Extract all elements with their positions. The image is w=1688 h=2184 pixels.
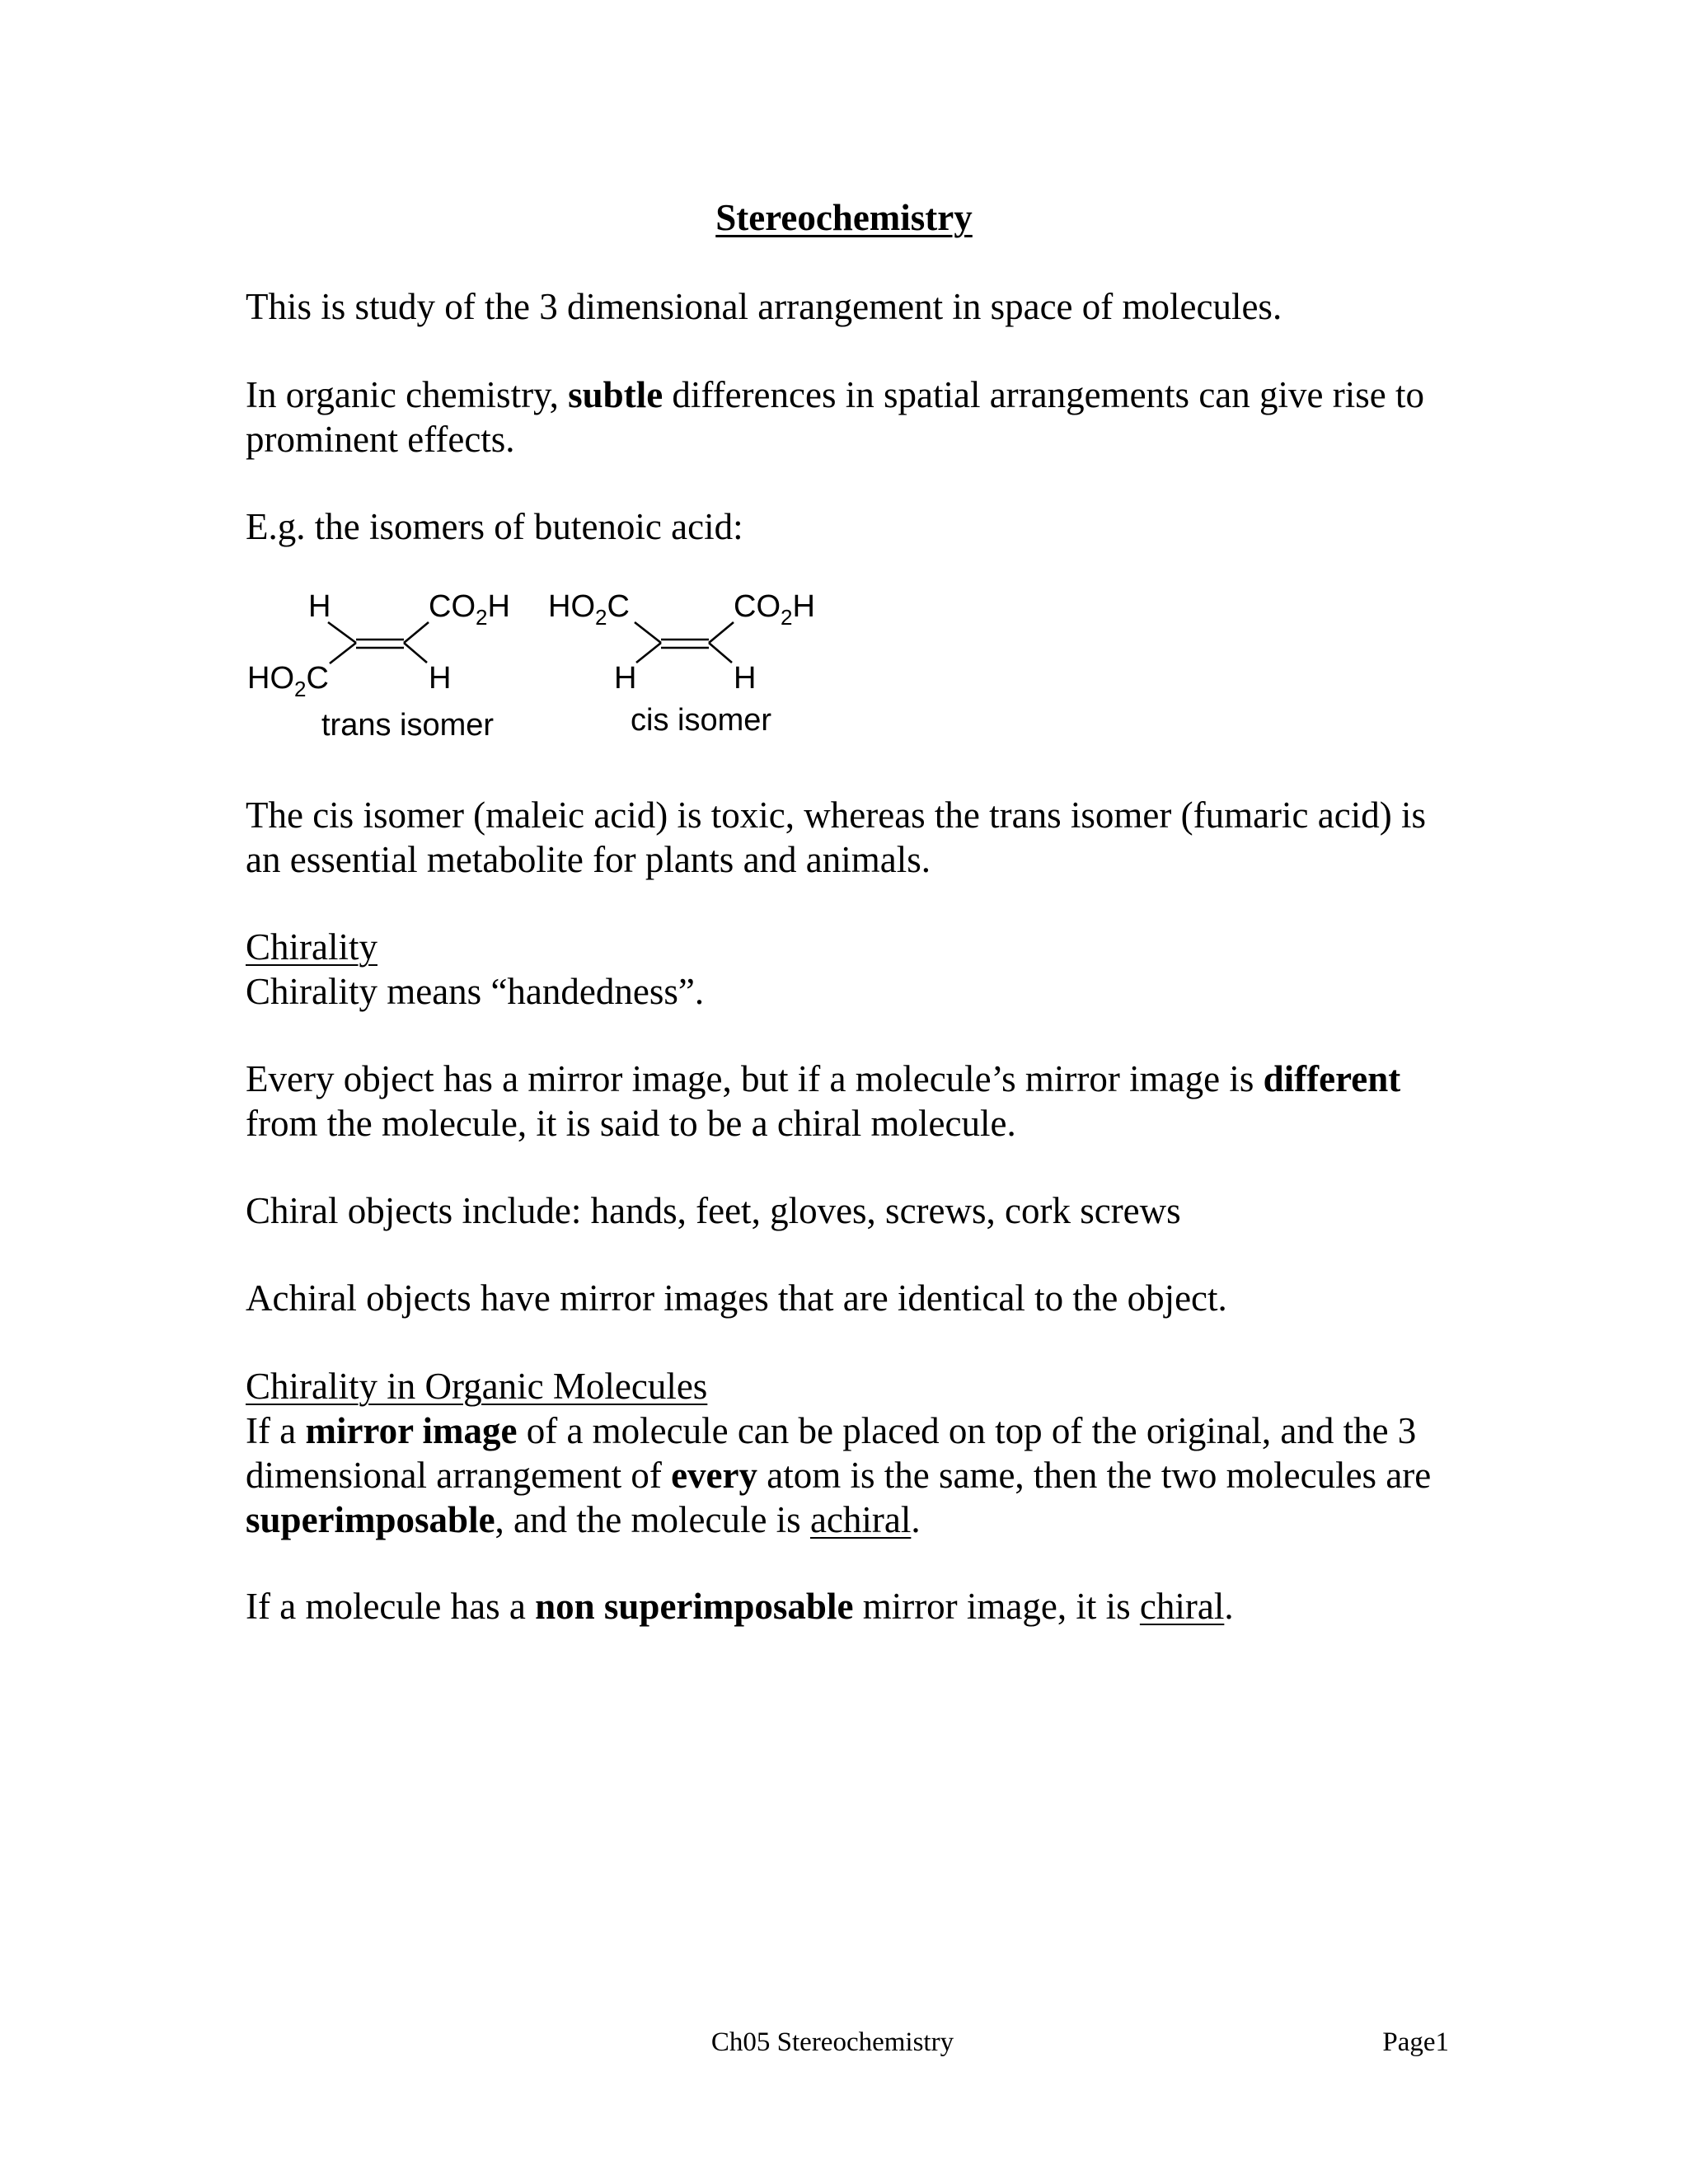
last-s2: mirror image, it is [853,1586,1140,1627]
cis-tl-main: HO [548,589,595,624]
organic-chirality-heading: Chirality in Organic Molecules [246,1366,708,1407]
trans-top-left-atom: H [308,589,331,624]
trans-bond-h2 [404,643,427,663]
chirality-p1-text: Every object has a mirror image, but if a molecule’s mirror image is [246,1058,1264,1099]
cis-top-right-group [734,589,815,630]
organic-s1: If a [246,1410,306,1451]
last-chiral: chiral [1139,1586,1225,1627]
trans-tr-end: H [487,589,510,624]
cis-caption: cis isomer [631,703,772,738]
trans-isomer-structure [247,589,510,743]
cis-tr-end: H [792,589,815,624]
trans-bottom-left-group [247,661,329,701]
page-title: Stereochemistry [715,197,973,238]
organic-s2: of a molecule can be placed on top of the original, and the 3 dimensional arrangement of [246,1410,1417,1496]
intro-paragraph-3: E.g. the isomers of butenoic acid: [246,506,743,547]
organic-chirality-section [246,1364,1449,1542]
organic-b3: superimposable [246,1499,495,1540]
chirality-section [246,925,1449,1014]
footer-page-number: Page1 [1382,2027,1449,2057]
organic-b2: every [671,1455,757,1496]
trans-bl-sub: 2 [294,677,307,701]
last-s3: . [1224,1586,1234,1627]
chirality-p1-bold: different [1263,1058,1401,1099]
cis-bond-co2h [709,622,734,643]
chirality-p1-text-end: from the molecule, it is said to be a chiral molecule. [246,1103,1016,1144]
trans-bond-co2h [404,622,429,643]
cis-bond-h2 [709,643,732,663]
chirality-paragraph-1 [246,1057,1449,1146]
butenoic-acid-isomers-figure [239,577,865,758]
cis-tl-end: C [607,589,630,624]
trans-bond-h [328,622,356,643]
non-superimposable-paragraph [246,1584,1449,1629]
toxicity-paragraph: The cis isomer (maleic acid) is toxic, whereas the trans isomer (fumaric acid) is an essential metabolite for plants and animals. [246,794,1426,880]
intro-p2-bold: subtle [568,374,663,415]
trans-tr-main: CO [429,589,476,624]
organic-b1: mirror image [305,1410,518,1451]
trans-bond-ho2c [330,643,356,663]
intro-p2-text-end: differences in spatial arrangements can give rise to prominent effects. [246,374,1424,460]
organic-achiral: achiral [809,1499,912,1540]
trans-bottom-right-atom: H [429,661,452,696]
organic-s3: atom is the same, then the two molecules are [757,1455,1432,1496]
trans-caption: trans isomer [321,708,495,743]
last-b1: non superimposable [535,1586,854,1627]
trans-bl-end: C [306,661,329,696]
cis-bond-ho2c [635,622,661,643]
cis-top-left-group [548,589,630,630]
cis-bottom-left-atom: H [614,661,637,696]
chirality-heading: Chirality [246,926,377,968]
cis-bottom-right-atom: H [734,661,757,696]
chirality-definition: Chirality means “handedness”. [246,971,705,1012]
organic-s5: . [911,1499,921,1540]
organic-s4: , and the molecule is [495,1499,810,1540]
intro-p2-text: In organic chemistry, [246,374,569,415]
cis-isomer-structure [548,589,815,738]
trans-bl-main: HO [247,661,294,696]
trans-top-right-group [429,589,510,630]
footer-chapter: Ch05 Stereochemistry [710,2027,954,2057]
cis-bond-h1 [636,643,661,663]
trans-tr-sub: 2 [476,605,488,630]
intro-paragraph-2 [246,373,1449,462]
achiral-objects-paragraph: Achiral objects have mirror images that are identical to the object. [246,1277,1227,1319]
cis-tr-main: CO [734,589,781,624]
last-s1: If a molecule has a [246,1586,536,1627]
cis-tr-sub: 2 [781,605,793,630]
chiral-objects-paragraph: Chiral objects include: hands, feet, gloves, screws, cork screws [246,1190,1181,1231]
intro-paragraph-1: This is study of the 3 dimensional arrangement in space of molecules. [246,286,1282,327]
cis-tl-sub: 2 [595,605,607,630]
